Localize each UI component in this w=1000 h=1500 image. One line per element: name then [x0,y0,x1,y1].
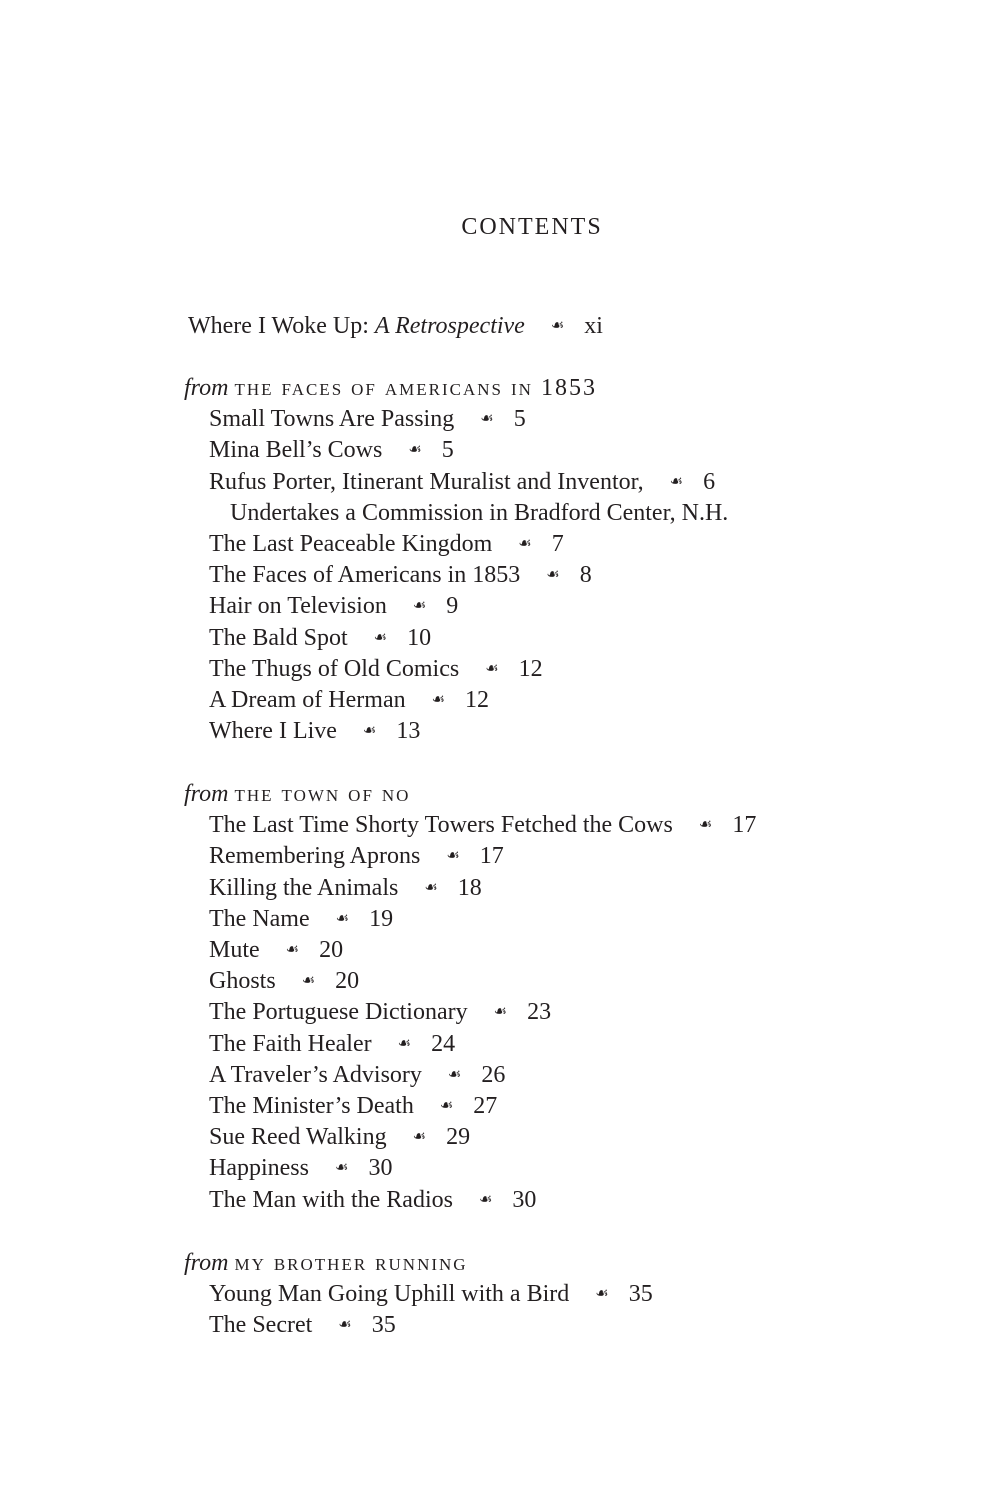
fleuron-icon: ☙ [493,1004,508,1021]
toc-entry [209,1029,455,1059]
page-number: 10 [407,624,432,651]
entry-title: The Secret [209,1312,313,1339]
page-number: 20 [335,968,360,995]
section-heading [184,373,597,403]
fleuron-icon: ☙ [373,629,388,646]
page-number: 20 [319,937,344,963]
toc-entry [209,685,489,715]
toc-entry [209,467,715,497]
toc-entry [209,1122,470,1152]
page-number: 23 [527,999,552,1026]
section-name: my brother running [234,1250,468,1276]
page-number: 30 [368,1155,393,1182]
toc-entry [209,1279,653,1309]
page-number: 19 [369,905,394,932]
page-number: 5 [441,437,454,464]
toc-entry [209,1185,536,1215]
entry-title: The Thugs of Old Comics [209,655,460,682]
page-number: 17 [732,812,757,839]
entry-title: Where I Woke Up: [188,313,375,339]
fleuron-icon: ☙ [362,723,377,740]
entry-title: The Faith Healer [209,1030,372,1057]
page-number: xi [584,313,603,339]
fleuron-icon: ☙ [408,442,422,459]
section-name: the town of no [234,781,411,807]
page-number: 6 [703,468,716,495]
page-number: 7 [551,531,564,557]
fleuron-icon: ☙ [301,973,316,990]
toc-entry [209,997,551,1027]
page-number: 13 [396,718,421,745]
toc-entry [209,810,756,840]
section-heading [184,779,410,809]
toc-entry [209,904,393,934]
entry-subtitle: A Retrospective [374,313,525,339]
toc-entry [209,560,592,590]
fleuron-icon: ☙ [285,942,300,958]
toc-entry [209,873,482,903]
fleuron-icon: ☙ [480,411,494,428]
toc-entry [209,1060,505,1090]
page-number: 9 [446,593,459,620]
entry-title: The Name [209,905,310,932]
toc-entry [209,1091,497,1121]
section-heading [184,1248,468,1278]
entry-title: Rufus Porter, Itinerant Muralist and Inventor, [209,468,644,495]
entry-title: The Bald Spot [209,624,348,651]
toc-entry [209,841,504,871]
fleuron-icon: ☙ [397,1035,412,1052]
entry-title: Where I Live [209,718,337,745]
page-number: 35 [371,1312,396,1339]
toc-entry [209,654,543,684]
fleuron-icon: ☙ [412,598,427,615]
page-number: 12 [465,687,490,713]
entry-title: Remembering Aprons [209,843,421,870]
entry-title: Ghosts [209,968,276,995]
fleuron-icon: ☙ [412,1129,427,1146]
toc-entry [209,716,420,746]
fleuron-icon: ☙ [334,1160,349,1177]
toc-entry [209,1310,396,1340]
entry-title: Sue Reed Walking [209,1124,387,1151]
page-number: 29 [446,1124,471,1151]
page-number: 24 [431,1030,456,1057]
entry-title: A Traveler’s Advisory [209,1061,422,1088]
entry-title: The Minister’s Death [209,1093,414,1119]
entry-title: Young Man Going Uphill with a Bird [209,1281,570,1308]
fleuron-icon: ☙ [446,848,460,865]
toc-entry [209,1153,392,1183]
toc-entry [209,935,343,965]
fleuron-icon: ☙ [431,692,446,708]
page-number: 8 [579,562,592,589]
toc-entry [209,623,431,653]
entry-title: Killing the Animals [209,874,399,901]
entry-title: Small Towns Are Passing [209,406,455,433]
entry-title: Hair on Television [209,593,387,620]
section-name: the faces of americans in 1853 [234,375,597,401]
fleuron-icon: ☙ [424,879,438,896]
fleuron-icon: ☙ [338,1317,352,1334]
entry-title: Mina Bell’s Cows [209,437,383,464]
page-number: 35 [628,1281,653,1308]
toc-entry [209,591,458,621]
fleuron-icon: ☙ [335,910,350,927]
page-number: 27 [473,1093,498,1119]
fleuron-icon: ☙ [546,567,560,584]
entry-title: The Faces of Americans in 1853 [209,562,521,589]
entry-title: The Man with the Radios [209,1186,453,1213]
section-from-label: from [184,1250,229,1276]
fleuron-icon: ☙ [698,817,713,834]
page-number: 17 [479,843,504,870]
toc-entry [209,966,359,996]
fleuron-icon: ☙ [478,1191,493,1208]
fleuron-icon: ☙ [550,318,565,334]
page-number: 12 [518,655,543,682]
fleuron-icon: ☙ [595,1286,609,1303]
entry-title: Mute [209,937,260,963]
fleuron-icon: ☙ [669,473,684,490]
entry-title: Happiness [209,1155,309,1182]
entry-title: The Last Time Shorty Towers Fetched the Cows [209,812,673,839]
section-from-label: from [184,375,229,401]
toc-entry [209,435,454,465]
entry-title: The Last Peaceable Kingdom [209,531,493,557]
toc-entry [209,404,526,434]
toc-intro-entry [188,311,603,341]
page-number: 30 [512,1186,537,1213]
entry-title: A Dream of Herman [209,687,406,713]
section-from-label: from [184,781,229,807]
page-number: 5 [513,406,526,433]
toc-entry [209,529,564,559]
fleuron-icon: ☙ [485,660,499,677]
fleuron-icon: ☙ [518,536,532,552]
page-number: 18 [457,874,482,901]
entry-title-continuation: Undertakes a Commission in Bradford Center, N.H. [230,499,729,526]
page-number: 26 [481,1061,506,1088]
fleuron-icon: ☙ [439,1098,454,1114]
fleuron-icon: ☙ [447,1066,462,1083]
page-title: CONTENTS [461,214,603,240]
entry-title: The Portuguese Dictionary [209,999,468,1026]
